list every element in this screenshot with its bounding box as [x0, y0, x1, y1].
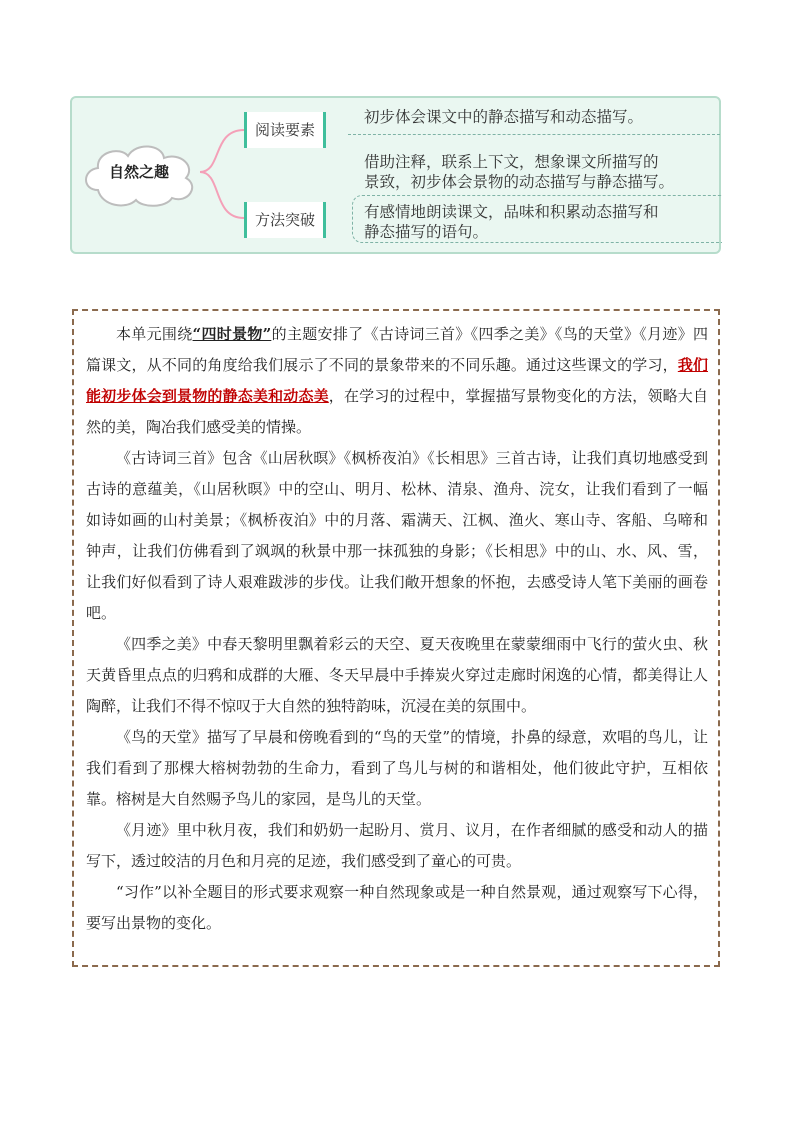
key-goal-highlight: 我们能初步体会到景物的静态美和动态美 [86, 356, 708, 405]
reading-point [364, 107, 643, 127]
center-topic: 自然之趣 [108, 163, 169, 181]
dashed-separator [348, 134, 720, 135]
paragraph-four-seasons: 《四季之美》中春天黎明里飘着彩云的天空、夏天夜晚里在蒙蒙细雨中飞行的萤火虫、秋天黄昏里点点的归鸦和成群的大雁、冬天早晨中手捧炭火穿过走廊时闲逸的心情，都美得让人陶醉，让我们不得不惊叹于大自然的独特韵味，沉浸在美的氛围中。 [86, 635, 708, 715]
knowledge-mindmap-panel [70, 96, 721, 254]
paragraph-unit-overview: 本单元围绕“四时景物”的主题安排了《古诗词三首》《四季之美》《鸟的天堂》《月迹》四篇课文，从不同的角度给我们展示了不同的景象带来的不同乐趣。通过这些课文的学习，我们能初步体会到景物的静态美和动态美，在学习的过程中，掌握描写景物变化的方法，领略大自然的美，陶冶我们感受美的情操。 [86, 325, 708, 436]
paragraph-moon-trace: 《月迹》里中秋月夜，我们和奶奶一起盼月、赏月、议月，在作者细腻的感受和动人的描写下，透过皎洁的月色和月亮的足迹，我们感受到了童心的可贵。 [86, 821, 708, 870]
method-point-2-line-1: 有感情地朗读课文，品味和积累动态描写和 [364, 203, 659, 221]
method-point-2 [364, 202, 659, 242]
method-point-1-line-2: 景致，初步体会景物的动态描写与静态描写。 [364, 173, 675, 191]
method-point-1-line-1: 借助注释，联系上下文，想象课文所描写的 [364, 153, 659, 171]
theme-emphasis: “四时景物” [192, 325, 272, 343]
connector-to-method [200, 172, 244, 218]
paragraph-birds-paradise: 《鸟的天堂》描写了早晨和傍晚看到的“鸟的天堂”的情境，扑鼻的绿意，欢唱的鸟儿，让我们看到了那棵大榕树勃勃的生命力，看到了鸟儿与树的和谐相处，他们彼此守护，互相依靠。榕树是大自然赐予鸟儿的家园，是鸟儿的天堂。 [86, 728, 708, 808]
branch-tag-method: 方法突破 [244, 202, 326, 238]
unit-intro-article [72, 309, 720, 967]
method-point-2-line-2: 静态描写的语句。 [364, 223, 489, 241]
center-cloud [76, 138, 202, 210]
branch-tag-reading: 阅读要素 [244, 112, 326, 148]
connector-to-reading [200, 130, 244, 172]
method-point-1 [364, 152, 674, 192]
reading-point-line: 初步体会课文中的静态描写和动态描写。 [364, 108, 644, 126]
paragraph-ancient-poems: 《古诗词三首》包含《山居秋暝》《枫桥夜泊》《长相思》三首古诗，让我们真切地感受到古诗的意蕴美，《山居秋暝》中的空山、明月、松林、清泉、渔舟、浣女，让我们看到了一幅如诗如画的山村美景；《枫桥夜泊》中的月落、霜满天、江枫、渔火、寒山寺、客船、乌啼和钟声，让我们仿佛看到了飒飒的秋景中那一抹孤独的身影；《长相思》中的山、水、风、雪，让我们好似看到了诗人艰难跋涉的步伐。让我们敞开想象的怀抱，去感受诗人笔下美丽的画卷吧。 [86, 449, 708, 622]
paragraph-writing-task: “习作”以补全题目的形式要求观察一种自然现象或是一种自然景观，通过观察写下心得，要写出景物的变化。 [86, 883, 708, 932]
